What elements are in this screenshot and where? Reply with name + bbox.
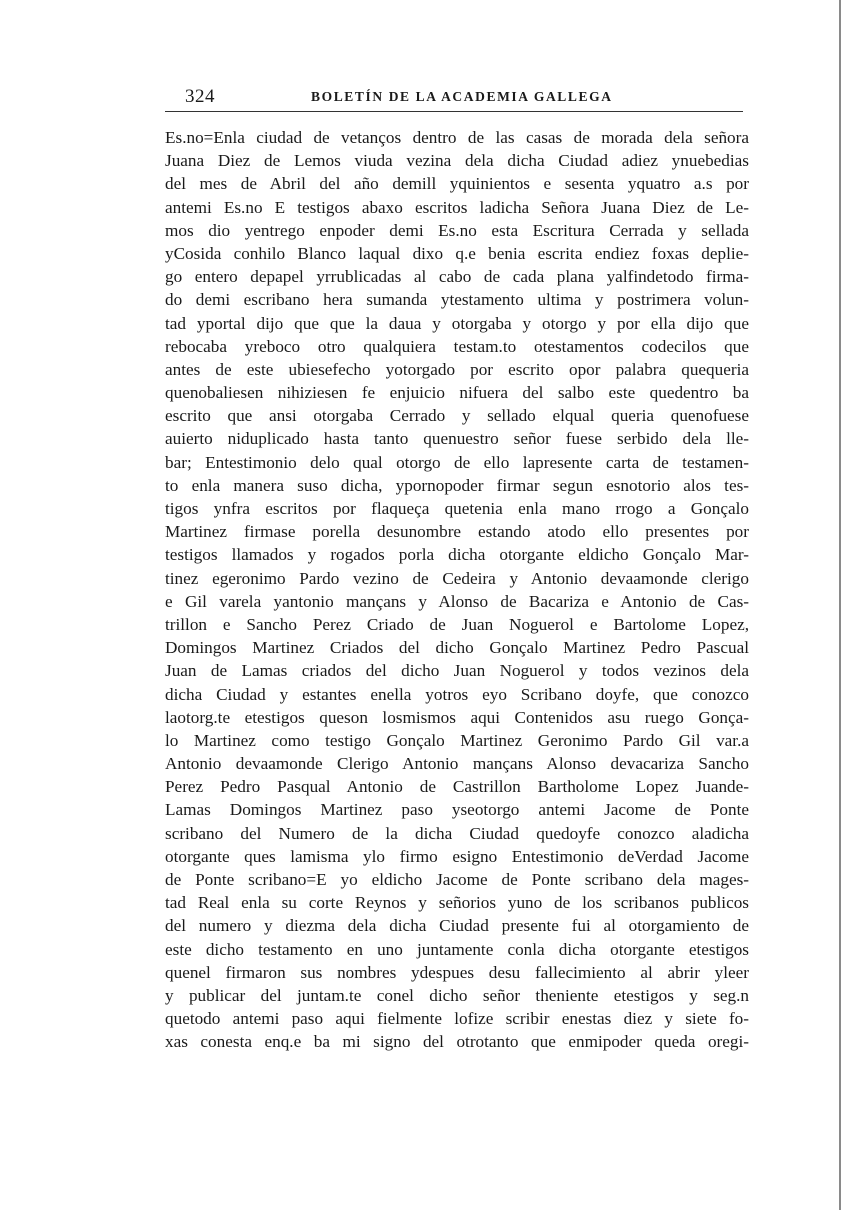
page-header (165, 84, 750, 112)
text-line: Antonio devaamonde Clerigo Antonio mançans Alonso devacariza Sancho (165, 754, 749, 774)
text-line: quetodo antemi paso aqui fielmente lofize scribir enestas diez y siete fo- (165, 1009, 749, 1029)
text-line: to enla manera suso dicha, ypornopoder firmar segun esnotorio alos tes- (165, 475, 749, 495)
text-line: Lamas Domingos Martinez paso yseotorgo antemi Jacome de Ponte (165, 800, 749, 820)
text-line: del mes de Abril del año demill yquinientos e sesenta yquatro a.s por (165, 174, 749, 194)
text-line: de Ponte scribano=E yo eldicho Jacome de Ponte scribano dela mages- (165, 870, 749, 889)
text-line: tad Real enla su corte Reynos y señorios yuno de los scribanos publicos (165, 893, 749, 913)
text-line: Es.no=Enla ciudad de vetanços dentro de las casas de morada dela señora (165, 128, 749, 147)
text-line: antemi Es.no E testigos abaxo escritos ladicha Señora Juana Diez de Le- (165, 197, 749, 217)
text-line: scribano del Numero de la dicha Ciudad quedoyfe conozco aladicha (165, 823, 749, 843)
text-line: escrito que ansi otorgaba Cerrado y sellado elqual queria quenofuese (165, 406, 749, 426)
header-divider (165, 111, 743, 112)
text-line: tad yportal dijo que que la daua y otorgaba y otorgo y por ella dijo que (165, 313, 749, 333)
text-line: quenobaliesen nihiziesen fe enjuicio nifuera del salbo este quedentro ba (165, 383, 749, 403)
text-line: mos dio yentrego enpoder demi Es.no esta Escritura Cerrada y sellada (165, 220, 749, 240)
text-line: antes de este ubiesefecho yotorgado por escrito opor palabra quequeria (165, 359, 749, 379)
text-line: del numero y diezma dela dicha Ciudad presente fui al otorgamiento de (165, 916, 749, 936)
text-line: tinez egeronimo Pardo vezino de Cedeira y Antonio devaamonde clerigo (165, 568, 749, 588)
text-line: go entero depapel yrrublicadas al cabo de cada plana yalfindetodo firma- (165, 267, 749, 287)
text-line: do demi escribano hera sumanda ytestamento ultima y postrimera volun- (165, 290, 749, 310)
page-number: 324 (185, 86, 215, 107)
text-line: testigos llamados y rogados porla dicha otorgante eldicho Gonçalo Mar- (165, 545, 749, 565)
text-line: dicha Ciudad y estantes enella yotros eyo Scribano doyfe, que conozco (165, 684, 749, 704)
text-line: yCosida conhilo Blanco laqual dixo q.e benia escrita endiez foxas deplie- (165, 243, 749, 263)
text-line: trillon e Sancho Perez Criado de Juan Noguerol e Bartolome Lopez, (165, 614, 749, 634)
text-line: e Gil varela yantonio mançans y Alonso de Bacariza e Antonio de Cas- (165, 591, 749, 611)
text-line: otorgante ques lamisma ylo firmo esigno Entestimonio deVerdad Jacome (165, 846, 749, 866)
body-text (165, 126, 749, 1054)
text-line: laotorg.te etestigos queson losmismos aqui Contenidos asu ruego Gonça- (165, 707, 749, 727)
text-line: xas conesta enq.e ba mi signo del otrotanto que enmipoder queda oregi- (165, 1032, 749, 1052)
text-line: Martinez firmase porella desunombre estando atodo ello presentes por (165, 522, 749, 542)
running-title: BOLETÍN DE LA ACADEMIA GALLEGA (311, 89, 613, 104)
text-line: tigos ynfra escritos por flaqueça quetenia enla mano rrogo a Gonçalo (165, 499, 749, 518)
text-line: y publicar del juntam.te conel dicho señor theniente etestigos y seg.n (165, 985, 749, 1005)
text-line: quenel firmaron sus nombres ydespues desu fallecimiento al abrir yleer (165, 962, 749, 982)
text-line: Perez Pedro Pasqual Antonio de Castrillon Bartholome Lopez Juande- (165, 777, 749, 797)
page-edge-shadow (839, 0, 841, 1210)
text-line: este dicho testamento en uno juntamente conla dicha otorgante etestigos (165, 939, 749, 959)
text-line: Juana Diez de Lemos viuda vezina dela dicha Ciudad adiez ynuebedias (165, 151, 749, 171)
text-line: auierto niduplicado hasta tanto quenuestro señor fuese serbido dela lle- (165, 429, 749, 449)
text-line: Domingos Martinez Criados del dicho Gonçalo Martinez Pedro Pascual (165, 638, 749, 658)
text-line: bar; Entestimonio delo qual otorgo de ello lapresente carta de testamen- (165, 452, 749, 472)
text-line: lo Martinez como testigo Gonçalo Martinez Geronimo Pardo Gil var.a (165, 730, 749, 750)
text-line: rebocaba yreboco otro qualquiera testam.to otestamentos codecilos que (165, 336, 749, 356)
text-line: Juan de Lamas criados del dicho Juan Noguerol y todos vezinos dela (165, 661, 749, 681)
